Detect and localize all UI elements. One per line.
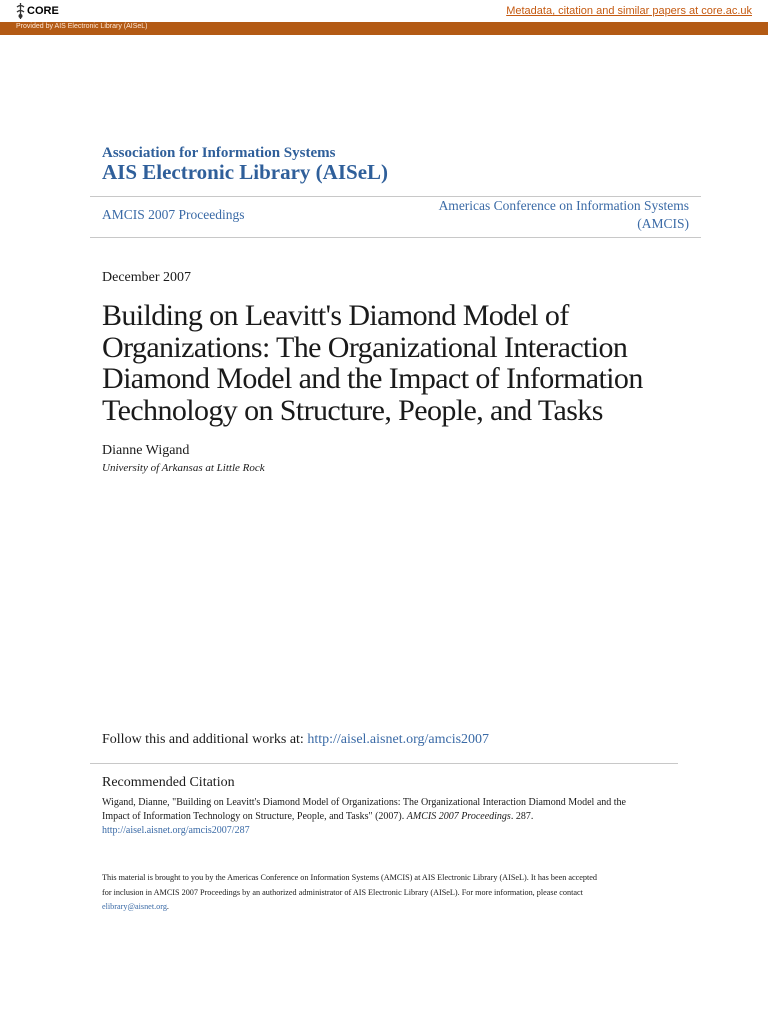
citation-proceedings-italic: AMCIS 2007 Proceedings [406,811,511,822]
title-line: Building on Leavitt's Diamond Model of [102,299,569,332]
association-name[interactable]: Association for Information Systems [102,145,336,161]
citation-line-part: . 287. [510,811,534,822]
title-line: Diamond Model and the Impact of Information [102,362,643,395]
notice-line: This material is brought to you by the Americas Conference on Information Systems (AMCIS) at AIS Electronic Library (AISeL). It has been accepted [102,873,597,882]
conference-link-line2: (AMCIS) [637,216,689,231]
core-logo-text: CORE [27,5,59,17]
citation-line-part: Impact of Information Technology on Structure, People, and Tasks" (2007). [102,811,407,822]
core-logo-icon [16,3,25,19]
citation-line [102,810,672,824]
conference-link[interactable] [399,197,689,233]
publication-date: December 2007 [102,270,192,285]
header-divider-bottom [90,237,701,238]
notice-period: . [166,902,169,911]
notice-line: for inclusion in AMCIS 2007 Proceedings by an authorized administrator of AIS Electronic Library (AISeL). For more information, please contact [102,887,583,897]
citation-line: Wigand, Dianne, "Building on Leavitt's Diamond Model of Organizations: The Organizational Interaction Diamond Model and the [102,797,626,808]
notice-line [102,900,677,915]
core-metadata-link[interactable]: Metadata, citation and similar papers at core.ac.uk [506,5,752,17]
author-affiliation: University of Arkansas at Little Rock [102,462,265,474]
paper-title [102,300,662,426]
contact-email-link[interactable]: elibrary@aisnet.org [102,902,167,911]
citation-url-link[interactable]: http://aisel.aisnet.org/amcis2007/287 [102,825,250,836]
author-name: Dianne Wigand [102,443,190,458]
title-line: Technology on Structure, People, and Tasks [102,393,603,427]
core-logo[interactable] [16,3,59,19]
proceedings-link[interactable]: AMCIS 2007 Proceedings [102,207,245,222]
follow-line [102,732,489,748]
follow-url-link[interactable]: http://aisel.aisnet.org/amcis2007 [307,732,490,747]
repository-notice [102,871,677,915]
citation-text [102,796,672,838]
title-line: Organizations: The Organizational Interaction [102,330,628,364]
conference-link-line1: Americas Conference on Information Systems [438,198,689,213]
follow-label: Follow this and additional works at: [102,732,308,747]
citation-heading: Recommended Citation [102,775,235,790]
provided-by-text: Provided by AIS Electronic Library (AISeL) [16,23,148,30]
provided-by-bar [0,22,768,35]
core-top-bar [0,0,768,22]
citation-divider [90,763,678,764]
library-name[interactable]: AIS Electronic Library (AISeL) [102,160,389,184]
